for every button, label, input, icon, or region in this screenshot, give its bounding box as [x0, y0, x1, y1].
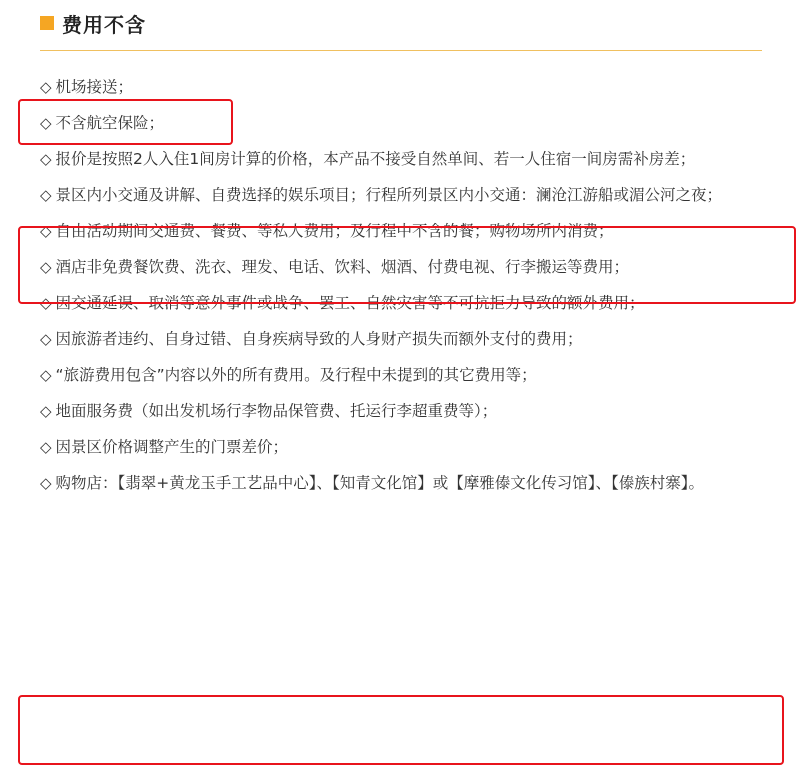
list-item [40, 321, 772, 357]
diamond-bullet-icon: ◇ [40, 222, 52, 240]
diamond-bullet-icon: ◇ [40, 150, 52, 168]
diamond-bullet-icon: ◇ [40, 474, 52, 492]
list-item [40, 141, 772, 177]
exclusions-list [40, 69, 772, 501]
diamond-bullet-icon: ◇ [40, 78, 52, 96]
list-item-text: 酒店非免费餐饮费、洗衣、理发、电话、饮料、烟酒、付费电视、行李搬运等费用； [55, 258, 630, 276]
list-item [40, 105, 772, 141]
section-header [40, 8, 146, 38]
list-item-text: 因交通延误、取消等意外事件或战争、罢工、自然灾害等不可抗拒力导致的额外费用； [55, 294, 645, 312]
diamond-bullet-icon: ◇ [40, 258, 52, 276]
list-item [40, 249, 772, 285]
list-item-text: 景区内小交通及讲解、自费选择的娱乐项目；行程所列景区内小交通：澜沧江游船或湄公河之夜； [55, 186, 723, 204]
list-item-text: “旅游费用包含”内容以外的所有费用。及行程中未提到的其它费用等； [55, 366, 537, 384]
list-item [40, 465, 772, 501]
list-item-text: 因景区价格调整产生的门票差价； [55, 438, 289, 456]
list-item [40, 213, 772, 249]
list-item [40, 177, 772, 213]
list-item-text: 因旅游者违约、自身过错、自身疾病导致的人身财产损失而额外支付的费用； [55, 330, 583, 348]
diamond-bullet-icon: ◇ [40, 186, 52, 204]
list-item [40, 69, 772, 105]
diamond-bullet-icon: ◇ [40, 294, 52, 312]
list-item [40, 393, 772, 429]
diamond-bullet-icon: ◇ [40, 114, 52, 132]
list-item-text: 购物店：【翡翠+黄龙玉手工艺品中心】、【知青文化馆】或【摩雅傣文化传习馆】、【傣族村寨】。 [55, 474, 705, 492]
list-item [40, 285, 772, 321]
list-item [40, 357, 772, 393]
diamond-bullet-icon: ◇ [40, 402, 52, 420]
highlight-box-shopping [18, 695, 784, 765]
divider [40, 50, 762, 51]
diamond-bullet-icon: ◇ [40, 438, 52, 456]
list-item-text: 不含航空保险； [55, 114, 165, 132]
list-item-text: 机场接送； [55, 78, 134, 96]
list-item-text: 自由活动期间交通费、餐费、等私人费用；及行程中不含的餐；购物场所内消费； [55, 222, 614, 240]
list-item-text: 地面服务费（如出发机场行李物品保管费、托运行李超重费等）； [55, 402, 498, 420]
section-title: 费用不含 [62, 12, 146, 37]
list-item-text: 报价是按照2人入住1间房计算的价格，本产品不接受自然单间、若一人住宿一间房需补房差； [55, 150, 696, 168]
diamond-bullet-icon: ◇ [40, 330, 52, 348]
list-item [40, 429, 772, 465]
diamond-bullet-icon: ◇ [40, 366, 52, 384]
square-bullet-icon [40, 16, 54, 30]
